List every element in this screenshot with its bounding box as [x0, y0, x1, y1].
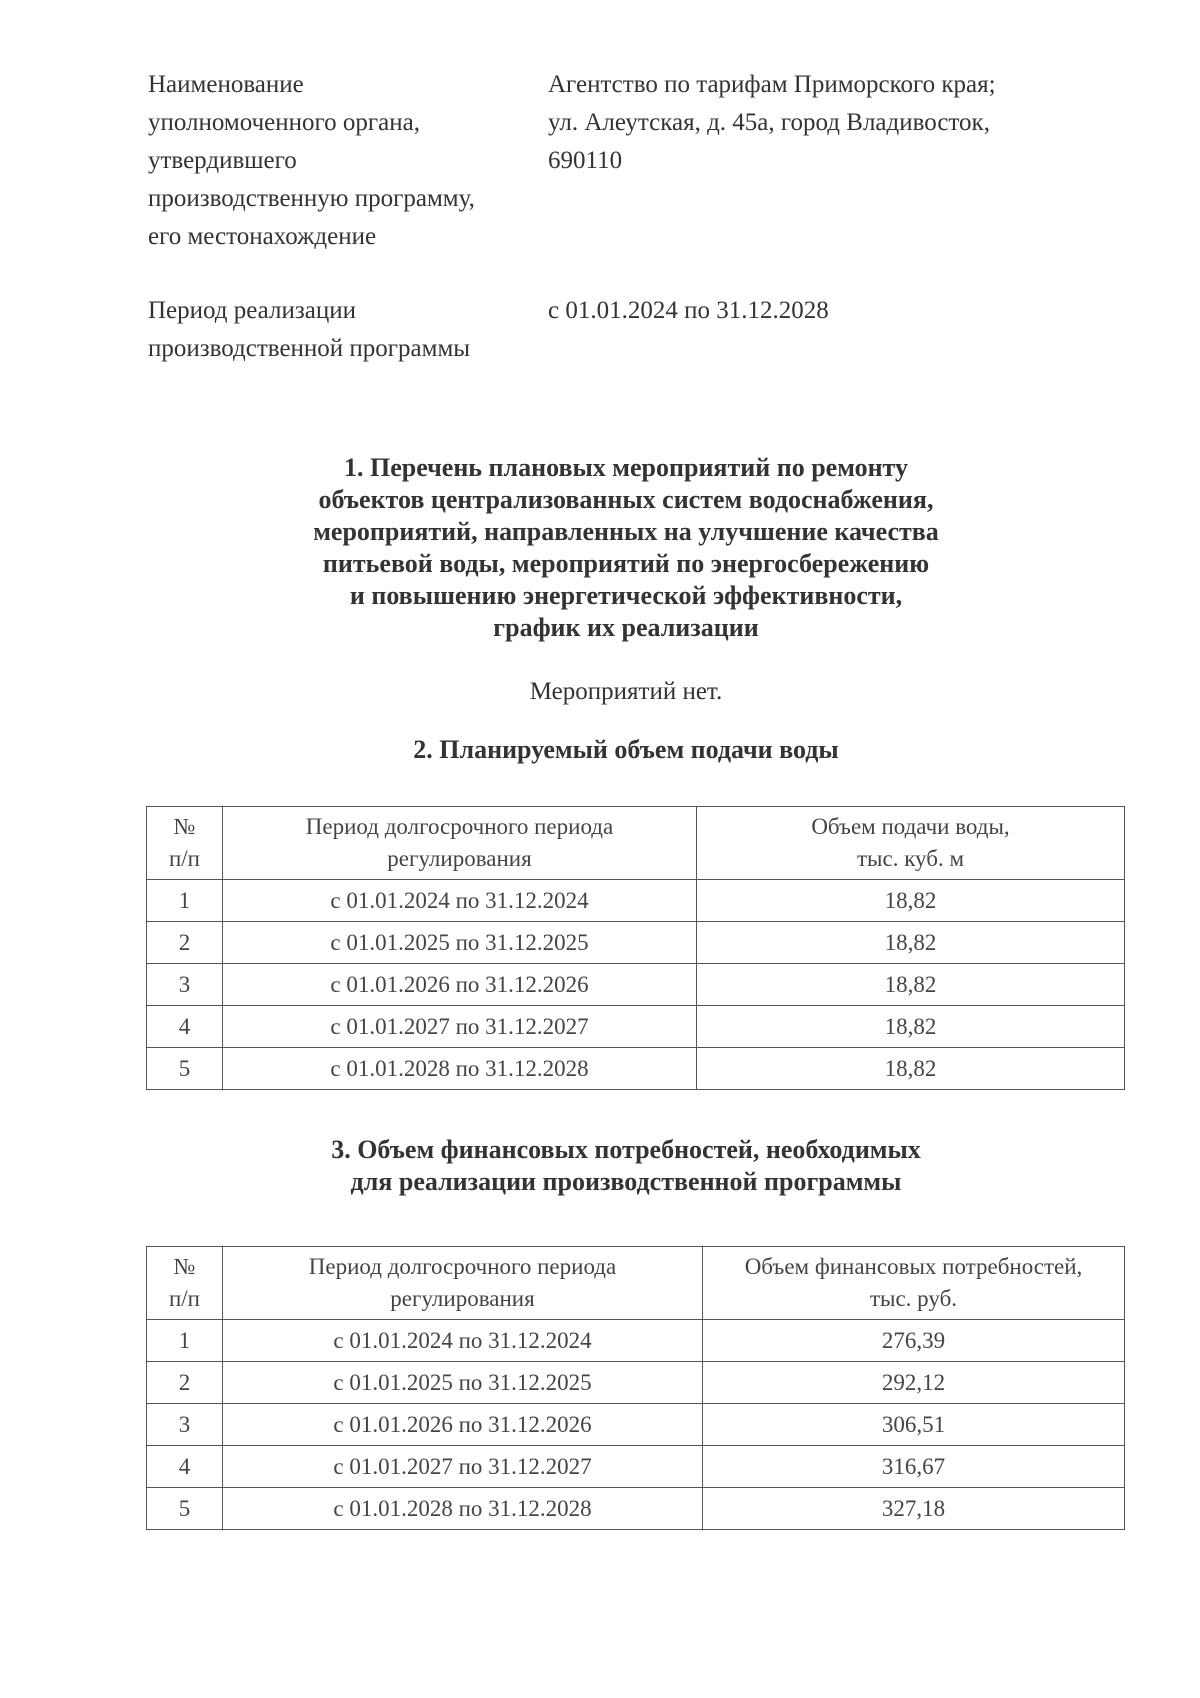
water-volume-table [146, 806, 1125, 1090]
table-row [147, 922, 1125, 964]
cell-number: 5 [147, 1488, 223, 1530]
column-header-number [147, 807, 223, 880]
authority-label [148, 66, 548, 256]
cell-amount: 327,18 [703, 1488, 1125, 1530]
section1-heading-line: 1. Перечень плановых мероприятий по ремонту [344, 453, 908, 482]
period-value-line: с 01.01.2024 по 31.12.2028 [548, 297, 829, 324]
cell-volume: 18,82 [697, 1006, 1125, 1048]
header-line: тыс. куб. м [856, 846, 964, 871]
cell-volume: 18,82 [697, 922, 1125, 964]
column-header-number [147, 1247, 223, 1320]
column-header-volume [697, 807, 1125, 880]
section1-heading-line: и повышению энергетической эффективности, [349, 581, 903, 610]
cell-period: с 01.01.2026 по 31.12.2026 [223, 964, 697, 1006]
cell-number: 3 [147, 1404, 223, 1446]
period-label [148, 292, 548, 368]
section1-heading-line: объектов централизованных систем водоснабжения, [318, 485, 934, 514]
table-row [147, 1006, 1125, 1048]
header-line: регулирования [390, 1286, 535, 1311]
table-row [147, 880, 1125, 922]
section2-heading-line: 2. Планируемый объем подачи воды [413, 735, 839, 764]
authority-value [548, 66, 1068, 256]
header-line: регулирования [387, 846, 532, 871]
table-row [147, 1362, 1125, 1404]
cell-number: 4 [147, 1446, 223, 1488]
section1-heading-line: график их реализации [493, 613, 759, 642]
header-line: п/п [168, 1286, 200, 1311]
cell-number: 2 [147, 922, 223, 964]
authority-info-row [148, 66, 1068, 256]
column-header-period [223, 807, 697, 880]
column-header-period [223, 1247, 703, 1320]
cell-amount: 276,39 [703, 1320, 1125, 1362]
period-label-line: Период реализации [148, 297, 356, 324]
authority-label-line: производственную программу, [148, 185, 475, 212]
section2-heading [148, 734, 1104, 766]
header-line: Объем подачи воды, [811, 814, 1010, 839]
header-line: Период долгосрочного периода [308, 1254, 617, 1279]
header-line: № [173, 814, 196, 839]
authority-value-line: 690110 [548, 147, 623, 174]
table-row [147, 1488, 1125, 1530]
cell-period: с 01.01.2025 по 31.12.2025 [223, 922, 697, 964]
column-header-financial [703, 1247, 1125, 1320]
cell-period: с 01.01.2024 по 31.12.2024 [223, 880, 697, 922]
cell-number: 1 [147, 880, 223, 922]
section1-note: Мероприятий нет. [529, 678, 723, 705]
section1-heading [148, 452, 1104, 644]
cell-volume: 18,82 [697, 1048, 1125, 1090]
table-header-row [147, 807, 1125, 880]
header-line: Период долгосрочного периода [305, 814, 614, 839]
authority-value-line: Агентство по тарифам Приморского края; [548, 71, 996, 98]
cell-volume: 18,82 [697, 880, 1125, 922]
cell-period: с 01.01.2024 по 31.12.2024 [223, 1320, 703, 1362]
cell-number: 4 [147, 1006, 223, 1048]
cell-period: с 01.01.2027 по 31.12.2027 [223, 1006, 697, 1048]
header-line: Объем финансовых потребностей, [744, 1254, 1083, 1279]
header-line: тыс. руб. [869, 1286, 958, 1311]
cell-period: с 01.01.2028 по 31.12.2028 [223, 1488, 703, 1530]
cell-volume: 18,82 [697, 964, 1125, 1006]
cell-period: с 01.01.2026 по 31.12.2026 [223, 1404, 703, 1446]
authority-label-line: Наименование [148, 71, 304, 98]
table-row [147, 1446, 1125, 1488]
section1-heading-line: мероприятий, направленных на улучшение качества [313, 517, 939, 546]
financial-needs-table [146, 1246, 1125, 1530]
period-label-line: производственной программы [148, 335, 471, 362]
authority-value-line: ул. Алеутская, д. 45а, город Владивосток, [548, 109, 990, 136]
header-line: п/п [168, 846, 200, 871]
table-row [147, 964, 1125, 1006]
cell-number: 3 [147, 964, 223, 1006]
cell-period: с 01.01.2027 по 31.12.2027 [223, 1446, 703, 1488]
section3-heading-line: 3. Объем финансовых потребностей, необходимых [331, 1135, 921, 1164]
authority-label-line: утвердившего [148, 147, 297, 174]
section3-heading-line: для реализации производственной программы [350, 1167, 902, 1196]
period-info-row [148, 292, 1068, 368]
table-header-row [147, 1247, 1125, 1320]
cell-number: 1 [147, 1320, 223, 1362]
table-row [147, 1048, 1125, 1090]
section1-heading-line: питьевой воды, мероприятий по энергосбережению [322, 549, 930, 578]
section3-heading [148, 1134, 1104, 1198]
cell-period: с 01.01.2028 по 31.12.2028 [223, 1048, 697, 1090]
cell-period: с 01.01.2025 по 31.12.2025 [223, 1362, 703, 1404]
period-value [548, 292, 1068, 368]
cell-amount: 292,12 [703, 1362, 1125, 1404]
header-line: № [173, 1254, 196, 1279]
cell-amount: 306,51 [703, 1404, 1125, 1446]
cell-number: 5 [147, 1048, 223, 1090]
authority-label-line: его местонахождение [148, 223, 377, 250]
cell-amount: 316,67 [703, 1446, 1125, 1488]
cell-number: 2 [147, 1362, 223, 1404]
authority-label-line: уполномоченного органа, [148, 109, 420, 136]
table-row [147, 1320, 1125, 1362]
table-row [147, 1404, 1125, 1446]
